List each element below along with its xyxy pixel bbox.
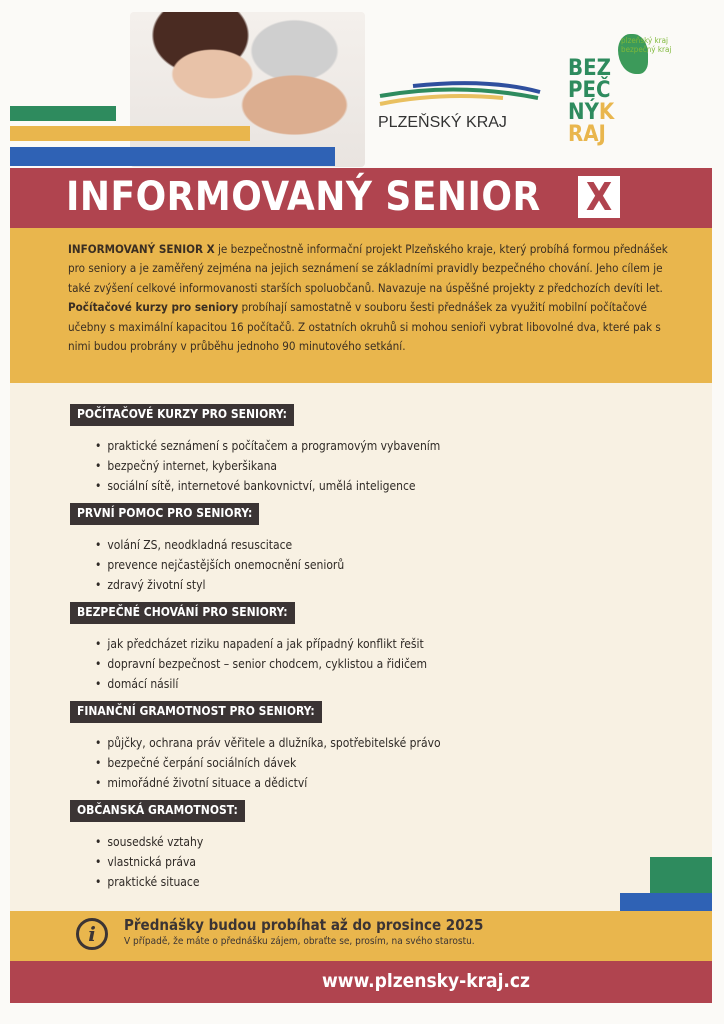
- list-item: • sociální sítě, internetové bankovnictví, umělá inteligence: [95, 476, 440, 496]
- website-link[interactable]: www.plzensky-kraj.cz: [10, 961, 712, 1003]
- list-item: • praktické seznámení s počítačem a programovým vybavením: [95, 436, 440, 456]
- section-heading: FINANČNÍ GRAMOTNOST PRO SENIORY:: [70, 701, 322, 723]
- list-item: • sousedské vztahy: [95, 832, 245, 852]
- list-item: • jak předcházet riziku napadení a jak případný konflikt řešit: [95, 634, 427, 654]
- blue-stripe: [10, 147, 335, 166]
- logo-swoosh-icon: [378, 78, 543, 108]
- list-item: • zdravý životní styl: [95, 575, 344, 595]
- tagline-2: bezpečný kraj: [621, 45, 672, 54]
- bezpecny-kraj-logo: [568, 34, 688, 154]
- green-stripe: [10, 106, 116, 121]
- topic-section: [70, 502, 344, 595]
- section-heading: BEZPEČNÉ CHOVÁNÍ PRO SENIORY:: [70, 602, 295, 624]
- title-badge: X: [578, 176, 620, 218]
- logo-k: K: [598, 100, 615, 125]
- seniors-photo: [130, 12, 365, 167]
- list-item: • praktické situace: [95, 872, 245, 892]
- list-item: • bezpečný internet, kyberšikana: [95, 456, 440, 476]
- info-icon: i: [76, 918, 108, 950]
- intro-bold-1: INFORMOVANÝ SENIOR X: [68, 242, 215, 256]
- logo-raj: RAJ: [568, 122, 606, 147]
- info-lead: Přednášky budou probíhat až do: [124, 916, 377, 934]
- topic-section: [70, 700, 441, 793]
- intro-text-1: je bezpečnostně informační projekt Plzeňského kraje, který probíhá formou přednášek pro seniory a je zaměřený zejména na jejich seznámení se základními pravidly bezpečného chování. Jeho cílem je také zvýšení celkové informovanosti starších spoluobčanů. Navazuje na úspěšné projekty z předchozích devíti let.: [68, 242, 668, 295]
- info-text: [124, 916, 483, 947]
- topic-section: [70, 799, 245, 892]
- intro-bold-2: Počítačové kurzy pro seniory: [68, 300, 239, 315]
- info-sub: V případě, že máte o přednášku zájem, obraťte se, prosím, na svého starostu.: [124, 936, 475, 947]
- logo-pec: PEČ: [568, 78, 611, 103]
- list-item: • domácí násilí: [95, 674, 427, 694]
- green-corner-stripe: [650, 857, 712, 893]
- section-heading: POČÍTAČOVÉ KURZY PRO SENIORY:: [70, 404, 294, 426]
- section-heading: OBČANSKÁ GRAMOTNOST:: [70, 800, 245, 822]
- topic-section: [70, 601, 427, 694]
- list-item: • prevence nejčastějších onemocnění seniorů: [95, 555, 344, 575]
- page-title: INFORMOVANÝ SENIOR: [66, 174, 541, 220]
- topic-section: [70, 403, 440, 496]
- intro-paragraph: [10, 228, 712, 383]
- tagline-1: plzeňský kraj: [621, 36, 669, 45]
- yellow-stripe: [10, 126, 250, 141]
- list-item: • dopravní bezpečnost – senior chodcem, cyklistou a řidičem: [95, 654, 427, 674]
- logo-ny: NÝ: [568, 100, 599, 125]
- section-heading: PRVNÍ POMOC PRO SENIORY:: [70, 503, 259, 525]
- info-lead-bold: prosince 2025: [376, 916, 484, 934]
- list-item: • volání ZS, neodkladná resuscitace: [95, 535, 344, 555]
- list-item: • půjčky, ochrana práv věřitele a dlužníka, spotřebitelské právo: [95, 733, 441, 753]
- plzensky-kraj-logo: [378, 78, 543, 138]
- list-item: • vlastnická práva: [95, 852, 245, 872]
- list-item: • mimořádné životní situace a dědictví: [95, 773, 441, 793]
- logo-bez: BEZ: [568, 56, 611, 81]
- intro-text-2: probíhají samostatně v souboru šesti přednášek za využití mobilní počítačové učebny s maximální kapacitou 16 počítačů. Z ostatních okruhů si mohou senioři vybrat libovolné dva, které pak s nimi budou probrány v průběhu jednoho 90 minutového setkání.: [68, 300, 661, 354]
- plzensky-kraj-text: PLZEŇSKÝ KRAJ: [378, 114, 507, 131]
- list-item: • bezpečné čerpání sociálních dávek: [95, 753, 441, 773]
